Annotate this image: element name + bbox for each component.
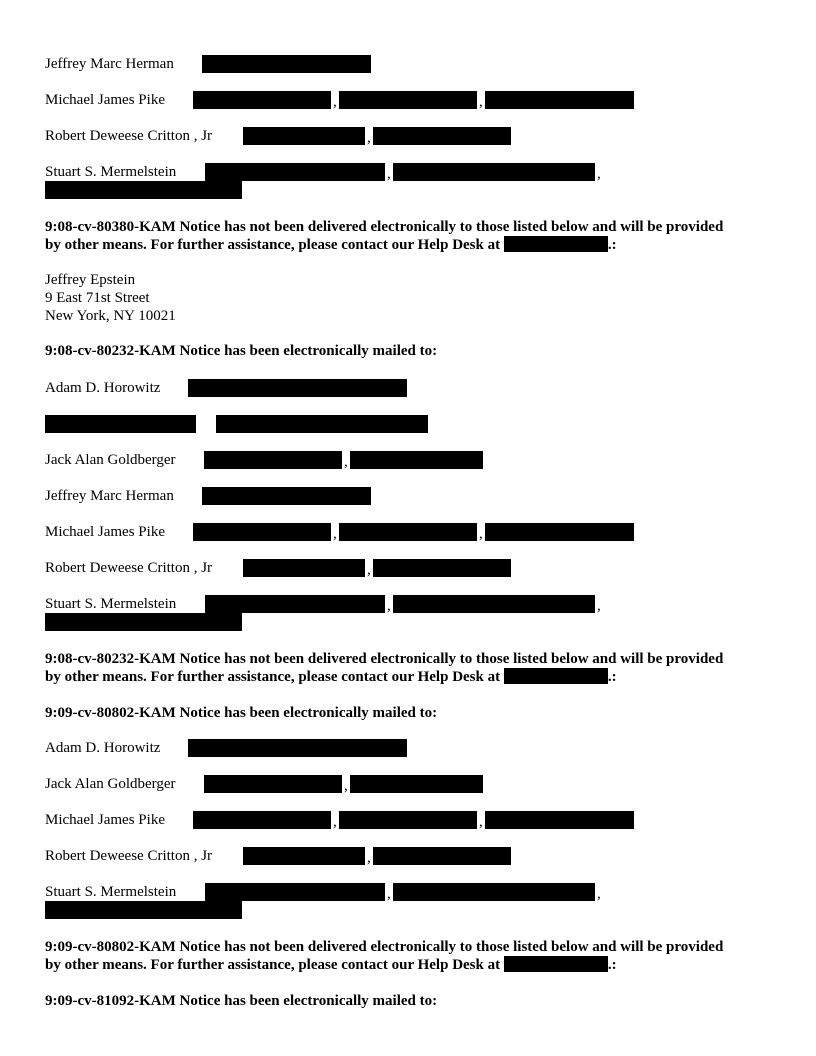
notice-heading: 9:09-cv-80802-KAM Notice has been electronically mailed to: bbox=[45, 705, 438, 721]
recipient-name: Robert Deweese Critton , Jr bbox=[45, 128, 213, 144]
separator-comma: , bbox=[333, 814, 337, 830]
notice-text-line: 9:09-cv-80802-KAM Notice has not been delivered electronically to those listed below and will be provided bbox=[45, 939, 724, 955]
separator-comma: , bbox=[597, 886, 601, 902]
notice-text-line: 9:08-cv-80380-KAM Notice has not been delivered electronically to those listed below and will be provided bbox=[45, 219, 724, 235]
notice-text-line bbox=[45, 236, 785, 254]
separator-comma: , bbox=[387, 886, 391, 902]
redaction-box bbox=[350, 451, 483, 469]
redaction-box bbox=[205, 883, 385, 901]
help-desk-text: by other means. For further assistance, please contact our Help Desk at bbox=[45, 237, 501, 253]
notice-heading: 9:09-cv-81092-KAM Notice has been electronically mailed to: bbox=[45, 993, 438, 1009]
recipient-name: Jeffrey Marc Herman bbox=[45, 488, 174, 504]
redaction-box bbox=[243, 559, 365, 577]
address-street: 9 East 71st Street bbox=[45, 290, 150, 306]
redaction-box bbox=[45, 901, 242, 919]
notice-suffix: .: bbox=[607, 957, 617, 973]
notice-text-line bbox=[45, 668, 785, 686]
separator-comma: , bbox=[597, 166, 601, 182]
recipient-name: Adam D. Horowitz bbox=[45, 380, 161, 396]
recipient-name: Jack Alan Goldberger bbox=[45, 776, 176, 792]
recipient-name: Michael James Pike bbox=[45, 812, 165, 828]
redaction-box bbox=[339, 523, 477, 541]
redaction-box bbox=[45, 415, 196, 433]
help-desk-text: by other means. For further assistance, please contact our Help Desk at bbox=[45, 669, 501, 685]
redaction-box bbox=[373, 559, 511, 577]
redaction-box bbox=[205, 163, 385, 181]
separator-comma: , bbox=[367, 850, 371, 866]
redaction-box bbox=[373, 127, 511, 145]
separator-comma: , bbox=[479, 94, 483, 110]
redaction-box bbox=[188, 739, 407, 757]
redaction-box bbox=[193, 523, 331, 541]
separator-comma: , bbox=[367, 130, 371, 146]
separator-comma: , bbox=[597, 598, 601, 614]
redaction-box bbox=[243, 127, 365, 145]
redaction-box bbox=[350, 775, 483, 793]
redaction-box bbox=[188, 379, 407, 397]
redaction-box bbox=[204, 451, 342, 469]
recipient-name: Stuart S. Mermelstein bbox=[45, 884, 177, 900]
redaction-box bbox=[339, 91, 477, 109]
recipient-name: Jeffrey Marc Herman bbox=[45, 56, 174, 72]
recipient-name: Michael James Pike bbox=[45, 524, 165, 540]
separator-comma: , bbox=[387, 598, 391, 614]
redaction-box bbox=[504, 236, 608, 252]
recipient-name: Adam D. Horowitz bbox=[45, 740, 161, 756]
redaction-box bbox=[504, 668, 608, 684]
redaction-box bbox=[193, 91, 331, 109]
redaction-box bbox=[393, 163, 595, 181]
notice-suffix: .: bbox=[607, 669, 617, 685]
address-city: New York, NY 10021 bbox=[45, 308, 176, 324]
notice-heading bbox=[45, 938, 785, 974]
redaction-box bbox=[504, 956, 608, 972]
separator-comma: , bbox=[344, 778, 348, 794]
redaction-box bbox=[393, 595, 595, 613]
help-desk-text: by other means. For further assistance, please contact our Help Desk at bbox=[45, 957, 501, 973]
separator-comma: , bbox=[333, 94, 337, 110]
recipient-name: Robert Deweese Critton , Jr bbox=[45, 560, 213, 576]
redaction-box bbox=[202, 55, 371, 73]
separator-comma: , bbox=[479, 526, 483, 542]
mailing-address bbox=[45, 271, 176, 325]
redaction-box bbox=[205, 595, 385, 613]
recipient-name: Jack Alan Goldberger bbox=[45, 452, 176, 468]
separator-comma: , bbox=[367, 562, 371, 578]
redaction-box bbox=[339, 811, 477, 829]
notice-suffix: .: bbox=[607, 237, 617, 253]
notice-heading bbox=[45, 218, 785, 254]
redaction-box bbox=[204, 775, 342, 793]
redaction-box bbox=[193, 811, 331, 829]
recipient-name: Stuart S. Mermelstein bbox=[45, 164, 177, 180]
recipient-name: Michael James Pike bbox=[45, 92, 165, 108]
redaction-box bbox=[485, 523, 634, 541]
recipient-name: Robert Deweese Critton , Jr bbox=[45, 848, 213, 864]
notice-heading: 9:08-cv-80232-KAM Notice has been electronically mailed to: bbox=[45, 343, 438, 359]
separator-comma: , bbox=[344, 454, 348, 470]
address-name: Jeffrey Epstein bbox=[45, 272, 136, 288]
redaction-box bbox=[485, 811, 634, 829]
redaction-box bbox=[216, 415, 428, 433]
redaction-box bbox=[373, 847, 511, 865]
separator-comma: , bbox=[479, 814, 483, 830]
redaction-box bbox=[485, 91, 634, 109]
notice-text-line bbox=[45, 956, 785, 974]
notice-heading bbox=[45, 650, 785, 686]
separator-comma: , bbox=[387, 166, 391, 182]
redaction-box bbox=[45, 181, 242, 199]
recipient-name: Stuart S. Mermelstein bbox=[45, 596, 177, 612]
redaction-box bbox=[393, 883, 595, 901]
notice-text-line: 9:08-cv-80232-KAM Notice has not been delivered electronically to those listed below and will be provided bbox=[45, 651, 724, 667]
separator-comma: , bbox=[333, 526, 337, 542]
redaction-box bbox=[45, 613, 242, 631]
redaction-box bbox=[243, 847, 365, 865]
redaction-box bbox=[202, 487, 371, 505]
